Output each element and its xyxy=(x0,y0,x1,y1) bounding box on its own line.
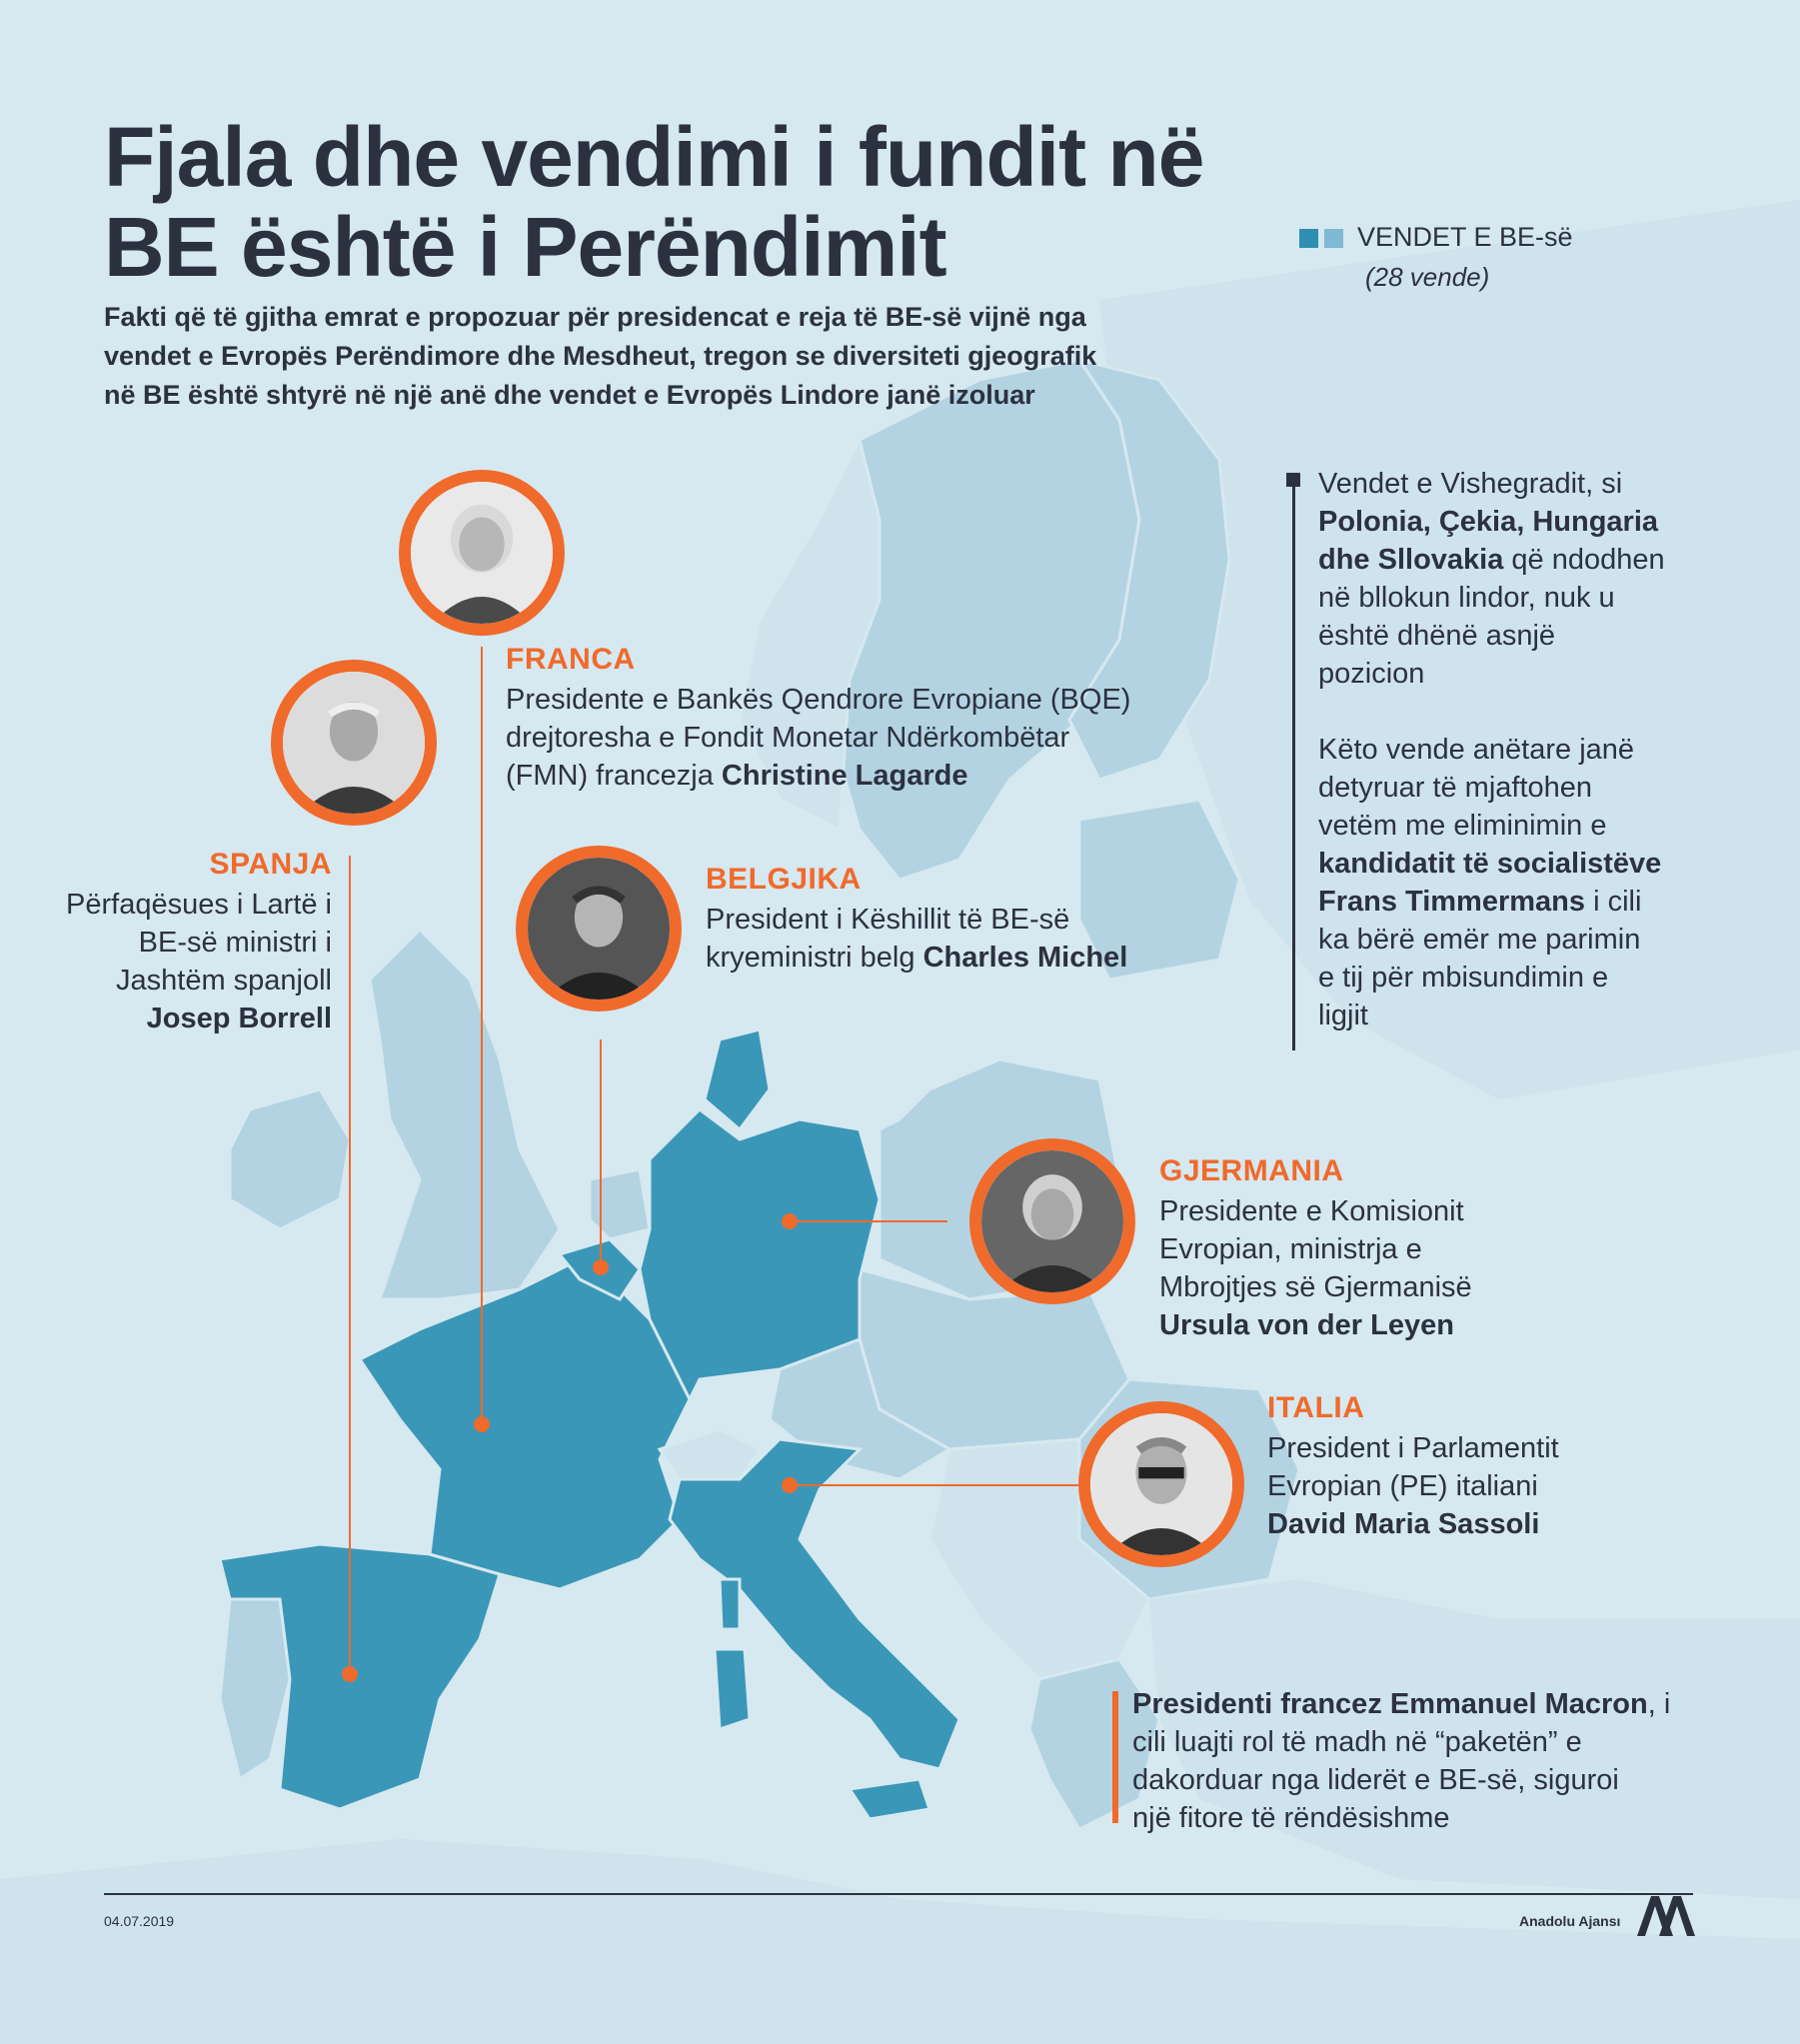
gjermania-line-3: Mbrojtjes së Gjermanisë xyxy=(1159,1271,1472,1303)
svg-text:AA: AA xyxy=(1666,1922,1668,1923)
franca-line-1: Presidente e Bankës Qendrore Evropiane (BQE) xyxy=(506,684,1131,716)
footer-date: 04.07.2019 xyxy=(104,1913,175,1929)
visegrad-p1-line-1: Vendet e Vishegradit, si xyxy=(1318,468,1623,500)
gjermania-block xyxy=(1159,1154,1472,1344)
visegrad-p1-line-4: në bllokun lindor, nuk u xyxy=(1318,582,1615,614)
visegrad-p2-line-7: e tij për mbisundimin e xyxy=(1318,962,1609,994)
legend-sub: (28 vende) xyxy=(1365,262,1490,292)
belgjika-block xyxy=(706,863,1127,977)
country-label-gjermania: GJERMANIA xyxy=(1159,1154,1344,1187)
person-name-timmermans: Frans Timmermans xyxy=(1318,886,1586,918)
visegrad-countries-2: dhe Sllovakia xyxy=(1318,544,1504,576)
person-icon xyxy=(528,858,670,1000)
belgjika-line-1: President i Këshillit të BE-së xyxy=(706,904,1070,936)
visegrad-note xyxy=(1318,465,1688,1034)
visegrad-p1-line-6: pozicion xyxy=(1318,658,1425,690)
portrait-borrell xyxy=(271,660,437,826)
person-name-sassoli: David Maria Sassoli xyxy=(1267,1508,1540,1540)
visegrad-p1-line-5: është dhënë asnjë xyxy=(1318,620,1556,652)
visegrad-p2-line-1: Këto vende anëtare janë xyxy=(1318,734,1635,766)
visegrad-p2-line-3: vetëm me eliminimin e xyxy=(1318,810,1607,842)
netherlands xyxy=(590,1169,650,1239)
franca-line-2: drejtoresha e Fondit Monetar Ndërkombëtar xyxy=(506,722,1070,754)
title-line-1: Fjala dhe vendimi i fundit në xyxy=(104,110,1204,204)
franca-line-3 xyxy=(506,757,1130,795)
italia-line-1: President i Parlamentit xyxy=(1267,1432,1559,1464)
person-name-lagarde: Christine Lagarde xyxy=(721,760,968,792)
italia-line-2: Evropian (PE) italiani xyxy=(1267,1470,1538,1502)
portrait-michel xyxy=(516,846,682,1012)
spanja-line-2: BE-së ministri i xyxy=(138,927,332,959)
person-icon xyxy=(283,672,425,814)
visegrad-p2-line-6: ka bërë emër me parimin xyxy=(1318,924,1641,956)
spanja-block xyxy=(30,848,332,1037)
macron-note xyxy=(1132,1685,1692,1837)
visegrad-p2-line-2: detyruar të mjaftohen xyxy=(1318,772,1593,804)
sardinia-highlight xyxy=(715,1649,750,1729)
portrait-sassoli xyxy=(1078,1401,1244,1567)
portrait-von-der-leyen xyxy=(969,1138,1135,1304)
spanja-line-3: Jashtëm spanjoll xyxy=(116,965,332,997)
macron-line-2: cili luajti rol të madh në “paketën” e xyxy=(1132,1726,1582,1758)
person-icon xyxy=(411,482,553,624)
spanja-line-1: Përfaqësues i Lartë i xyxy=(66,889,332,921)
visegrad-p2-line-5: i cili xyxy=(1585,886,1642,918)
intro-line-2: vendet e Evropës Perëndimore dhe Mesdheut, tregon se diversiteti gjeografik xyxy=(104,341,1097,371)
intro-line-1: Fakti që të gjitha emrat e propozuar për presidencat e reja të BE-së vijnë nga xyxy=(104,302,1086,332)
macron-line-3: dakorduar nga liderët e BE-së, siguroi xyxy=(1132,1764,1619,1796)
person-icon xyxy=(1090,1413,1232,1555)
portrait-lagarde xyxy=(399,470,565,636)
gjermania-line-1: Presidente e Komisionit xyxy=(1159,1195,1464,1227)
visegrad-p2-line-8: ligjit xyxy=(1318,1000,1368,1031)
person-name-borrell: Josep Borrell xyxy=(146,1003,332,1034)
intro-line-3: në BE është shtyrë në një anë dhe vendet e Evropës Lindore janë izoluar xyxy=(104,380,1035,410)
legend-swatch-dark xyxy=(1299,229,1318,248)
title-line-2: BE është i Perëndimit xyxy=(104,200,946,294)
person-name-michel: Charles Michel xyxy=(922,942,1128,974)
aa-logo-icon xyxy=(1635,1892,1697,1938)
footer-rule xyxy=(104,1893,1693,1895)
legend xyxy=(1299,222,1573,253)
franca-line-3-text: (FMN) francezja xyxy=(506,760,722,792)
country-label-franca: FRANCA xyxy=(506,643,636,676)
macron-line-4: një fitore të rëndësishme xyxy=(1132,1802,1450,1834)
person-name-von-der-leyen: Ursula von der Leyen xyxy=(1159,1309,1454,1341)
belgjika-line-2 xyxy=(706,939,1127,977)
visegrad-p2-bold-1: kandidatit të socialistëve xyxy=(1318,848,1662,880)
franca-block xyxy=(506,643,1130,795)
visegrad-p1-line-3: që ndodhen xyxy=(1503,544,1665,576)
sidebar-rule-cap xyxy=(1286,473,1300,487)
macron-rule xyxy=(1112,1691,1118,1823)
country-label-spanja: SPANJA xyxy=(209,848,332,881)
footer-brand: Anadolu Ajansı xyxy=(1519,1913,1621,1929)
gjermania-line-2: Evropian, ministrja e xyxy=(1159,1233,1422,1265)
person-icon xyxy=(981,1150,1123,1292)
page-title xyxy=(104,112,1303,292)
country-label-belgjika: BELGJIKA xyxy=(706,863,862,896)
belgjika-line-2-text: kryeministri belg xyxy=(706,942,923,974)
macron-line-1-rest: , i xyxy=(1647,1688,1671,1720)
intro-text xyxy=(104,298,1223,415)
legend-swatch-light xyxy=(1324,229,1343,248)
visegrad-countries: Polonia, Çekia, Hungaria xyxy=(1318,506,1659,538)
corsica-highlight xyxy=(720,1579,740,1629)
country-label-italia: ITALIA xyxy=(1267,1391,1365,1424)
italia-block xyxy=(1267,1391,1559,1543)
legend-label: VENDET E BE-së xyxy=(1357,222,1573,252)
sidebar-rule xyxy=(1292,476,1295,1050)
aa-logo xyxy=(1635,1892,1697,1938)
person-name-macron: Presidenti francez Emmanuel Macron xyxy=(1132,1688,1648,1720)
